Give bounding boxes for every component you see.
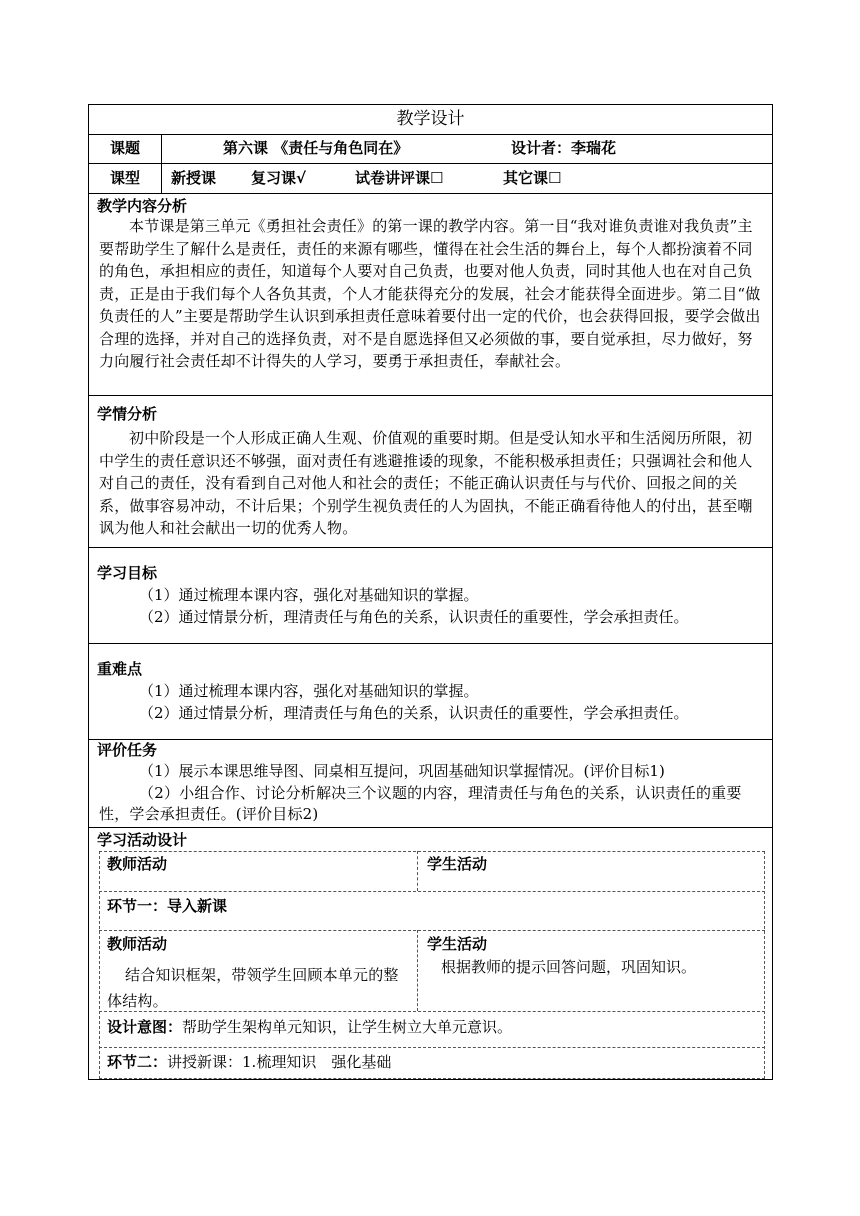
- student-activity-text: 根据教师的提示回答问题，巩固知识。: [441, 958, 697, 976]
- row-divider: [89, 547, 772, 548]
- student-analysis-text: 初中阶段是一个人形成正确人生观、价值观的重要时期。但是受认知水平和生活阅历所限，初中学生的责任意识还不够强，面对责任有逃避推诿的现象，不能积极承担责任；只强调社会和他人对自己的责任，没有看到自己对他人和社会的责任；不能正确认识责任与与代价、回报之间的关系，做事容易冲动，不计后果；个别学生视负责任的人为固执，不能正确看待他人的付出，甚至嘲讽为他人和社会献出一切的优秀人物。: [99, 429, 753, 537]
- activity-column-divider: [417, 930, 418, 1011]
- row-divider: [89, 739, 772, 740]
- evaluation-heading: 评价任务: [97, 741, 158, 759]
- topic-label: 课题: [109, 139, 140, 157]
- type-option-other: 其它课☐: [503, 169, 562, 187]
- topic-value: 第六课 《责任与角色同在》: [223, 139, 409, 157]
- evaluation-item: （2）小组合作、讨论分析解决三个议题的内容，理清责任与角色的关系，认识责任的重要性，学会承担责任。(评价目标2): [99, 784, 742, 823]
- type-label: 课型: [109, 169, 140, 187]
- type-option-review: 复习课√: [251, 169, 307, 187]
- evaluation-item: （1）展示本课思维导图、同桌相互提问，巩固基础知识掌握情况。(评价目标1): [139, 762, 665, 780]
- lesson-plan-table: [88, 104, 773, 1080]
- document-title: 教学设计: [396, 109, 465, 129]
- student-activity-label: 学生活动: [427, 935, 488, 953]
- objective-item: （1）通过梳理本课内容，强化对基础知识的掌握。: [139, 586, 479, 604]
- row-divider: [89, 827, 772, 828]
- teacher-activity-header: 教师活动: [107, 855, 168, 873]
- row-divider: [89, 163, 772, 164]
- column-divider: [161, 134, 162, 193]
- design-intent-label: 设计意图：: [107, 1018, 183, 1036]
- teacher-activity-label: 教师活动: [107, 935, 168, 953]
- content-analysis-text: 本节课是第三单元《勇担社会责任》的第一课的教学内容。第一目“我对谁负责谁对我负责”主要帮助学生了解什么是责任，责任的来源有哪些，懂得在社会生活的舞台上，每个人都扮演着不同的角色，承担相应的责任，知道每个人要对自己负责，也要对他人负责，同时其他人也在对自己负责，正是由于我们每个人各负其责，个人才能获得充分的发展，社会才能获得全面进步。第二目“做负责任的人”主要是帮助学生认识到承担责任意味着要付出一定的代价，也会获得回报，要学会做出合理的选择，并对自己的选择负责，对不是自愿选择但又必须做的事，要自觉承担，尽力做好，努力向履行社会责任却不计得失的人学习，要勇于承担责任，奉献社会。: [99, 217, 761, 370]
- activity-divider: [99, 930, 765, 931]
- row-divider: [89, 643, 772, 644]
- student-analysis-heading: 学情分析: [97, 405, 158, 423]
- activities-heading: 学习活动设计: [97, 831, 188, 849]
- activity-column-divider: [417, 851, 418, 891]
- teacher-activity-text: 结合知识框架，带领学生回顾本单元的整体结构。: [107, 966, 399, 1010]
- designer: 设计者：李瑞花: [511, 139, 617, 157]
- key-point-item: （2）通过情景分析，理清责任与角色的关系，认识责任的重要性，学会承担责任。: [139, 704, 689, 722]
- objective-item: （2）通过情景分析，理清责任与角色的关系，认识责任的重要性，学会承担责任。: [139, 608, 689, 626]
- row-divider: [89, 395, 772, 396]
- row-divider: [89, 134, 772, 135]
- step-two: [107, 1052, 391, 1073]
- activity-divider: [99, 891, 765, 892]
- activity-divider: [99, 1047, 765, 1048]
- key-points-heading: 重难点: [97, 660, 143, 678]
- objectives-heading: 学习目标: [97, 564, 158, 582]
- design-intent-text: 帮助学生架构单元知识，让学生树立大单元意识。: [182, 1018, 513, 1036]
- content-analysis-heading: 教学内容分析: [97, 197, 188, 215]
- step-one: 环节一：导入新课: [107, 897, 228, 915]
- type-option-new: 新授课: [171, 169, 217, 187]
- type-option-exam: 试卷讲评课☐: [355, 169, 444, 187]
- step-two-text: 讲授新课：1.梳理知识 强化基础: [167, 1053, 392, 1071]
- key-point-item: （1）通过梳理本课内容，强化对基础知识的掌握。: [139, 682, 479, 700]
- step-two-label: 环节二：: [107, 1053, 168, 1071]
- row-divider: [89, 193, 772, 194]
- design-intent: [107, 1017, 512, 1038]
- student-activity-header: 学生活动: [427, 855, 488, 873]
